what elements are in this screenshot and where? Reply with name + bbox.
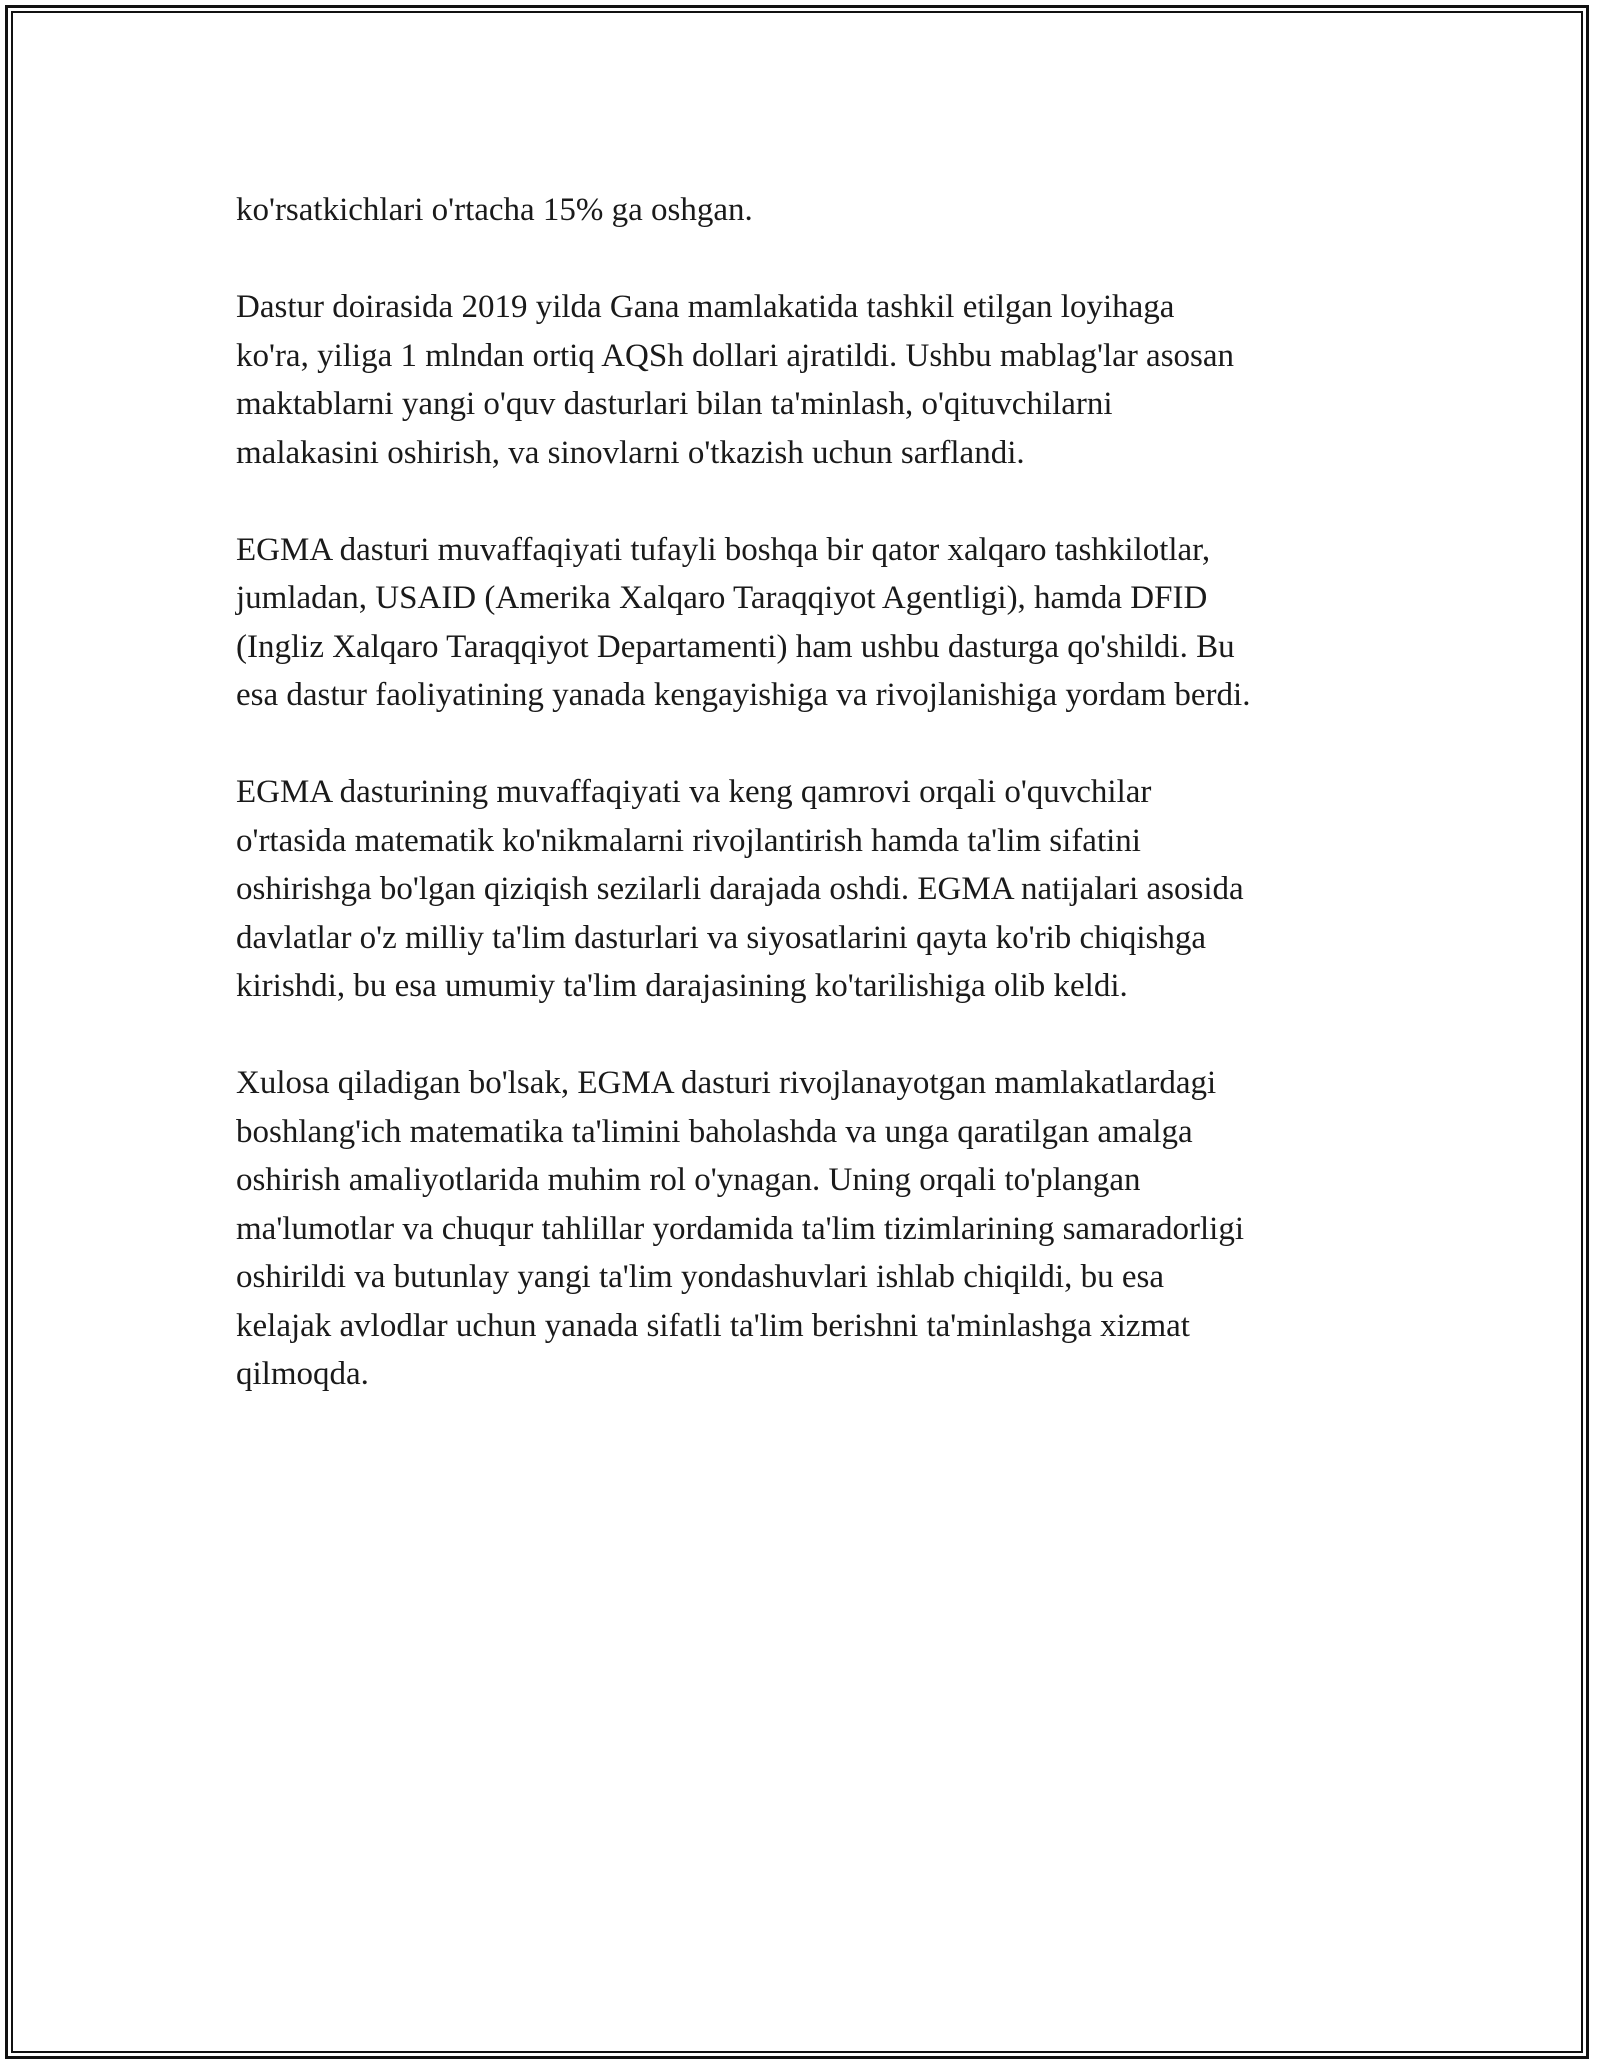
paragraph-egma-impact: EGMA dasturining muvaffaqiyati va keng qamrovi orqali o'quvchilar o'rtasida matematik ko'nikmalarni rivojlantirish hamda ta'lim sifatini oshirishga bo'lgan qiziqish sezilarli darajada oshdi. EGMA natijalari asosida davlatlar o'z milliy ta'lim dasturlari va siyosatlarini qayta ko'rib chiqishga kirishdi, bu esa umumiy ta'lim darajasining ko'tarilishiga olib keldi. [236,774,1244,1004]
document-body [236,186,1376,1447]
paragraph-ghana-funding: Dastur doirasida 2019 yilda Gana mamlakatida tashkil etilgan loyihaga ko'ra, yiliga 1 mlndan ortiq AQSh dollari ajratildi. Ushbu mablag'lar asosan maktablarni yangi o'quv dasturlari bilan ta'minlash, o'qituvchilarni malakasini oshirish, va sinovlarni o'tkazish uchun sarflandi. [236,289,1235,471]
paragraph-continuation: ko'rsatkichlari o'rtacha 15% ga oshgan. [236,192,753,228]
paragraph-conclusion: Xulosa qiladigan bo'lsak, EGMA dasturi rivojlanayotgan mamlakatlardagi boshlang'ich matematika ta'limini baholashda va unga qaratilgan amalga oshirish amaliyotlarida muhim rol o'ynagan. Uning orqali to'plangan ma'lumotlar va chuqur tahlillar yordamida ta'lim tizimlarining samaradorligi oshirildi va butunlay yangi ta'lim yondashuvlari ishlab chiqildi, bu esa kelajak avlodlar uchun yanada sifatli ta'lim berishni ta'minlashga xizmat qilmoqda. [236,1065,1245,1392]
paragraph-international-partners: EGMA dasturi muvaffaqiyati tufayli boshqa bir qator xalqaro tashkilotlar, jumladan, USAID (Amerika Xalqaro Taraqqiyot Agentligi), hamda DFID (Ingliz Xalqaro Taraqqiyot Departamenti) ham ushbu dasturga qo'shildi. Bu esa dastur faoliyatining yanada kengayishiga va rivojlanishiga yordam berdi. [236,531,1251,713]
